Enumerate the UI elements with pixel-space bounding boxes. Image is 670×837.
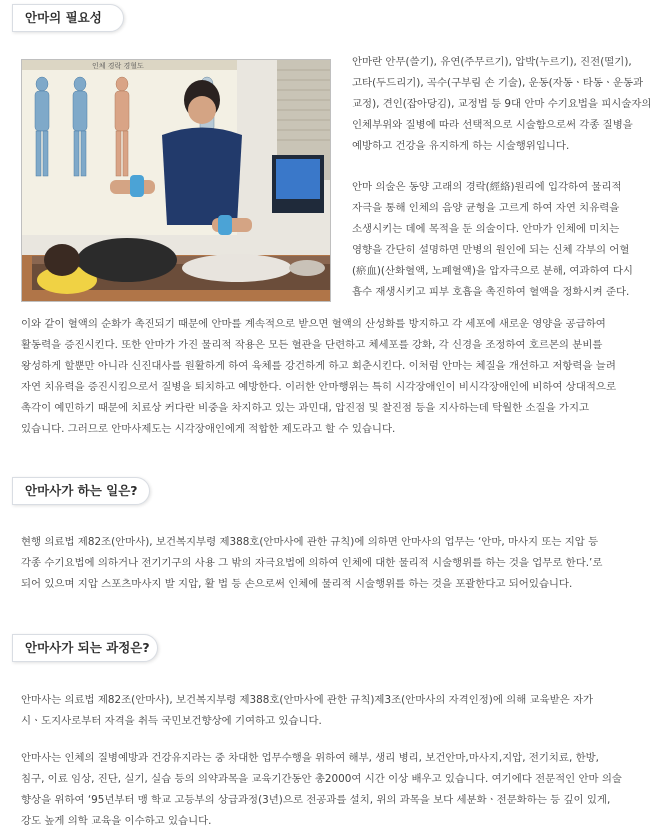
text-line: 자연 치유력을 증진시킴으로서 질병을 퇴치하고 예방한다. 이러한 안마행위는 특히 시각장애인이 비시각장애인에 비하여 상대적으로 <box>21 381 616 393</box>
text-line: (瘀血)(산화혈액, 노폐혈액)을 압자극으로 분해, 여과하여 다시 <box>352 265 633 277</box>
text-line: 예방하고 건강을 유지하게 하는 시술행위입니다. <box>352 140 570 152</box>
text-line: 교정), 견인(잡아당김), 교정법 등 9대 안마 수기요법을 피시술자의 <box>352 98 652 110</box>
text-line: 안마란 안무(쓸기), 유연(주무르기), 압박(누르기), 진전(떨기), <box>352 56 632 68</box>
text-line: 소생시키는 데에 목적을 둔 의술이다. 안마가 인체에 미치는 <box>352 223 620 235</box>
text-line: 고타(두드리기), 곡수(구부림 손 기술), 운동(자동ㆍ타동ㆍ운동과 <box>352 77 644 89</box>
text-line: 있습니다. 그러므로 안마사제도는 시각장애인에게 적합한 제도라고 할 수 있습니다. <box>21 423 396 435</box>
effects-paragraph <box>21 314 670 440</box>
text-line: 침구, 이료 임상, 진단, 실기, 실습 등의 의약과목을 교육기간동안 총2000여 시간 이상 배우고 있습니다. 여기에다 전문적인 안마 의술 <box>21 773 622 785</box>
poster-title: 인체 경락 경혈도 <box>92 62 144 70</box>
text-line: 향상을 위하여 ‘95년부터 맹 학교 고등부의 상급과정(3년)으로 전공과를 설치, 위의 과목을 보다 세분화ㆍ전문화하는 등 깊이 있게, <box>21 794 611 806</box>
text-line: 촉각이 예민하기 때문에 치료상 커다란 비중을 차지하고 있는 과민대, 압진점 및 찰진점 등을 지사하는데 탁월한 소질을 가지고 <box>21 402 590 414</box>
section-title-duties <box>12 477 150 505</box>
text-line: 자극을 통해 인체의 음양 균형을 고르게 하여 자연 치유력을 <box>352 202 620 214</box>
text-line: 이와 같이 혈액의 순화가 촉진되기 때문에 안마를 계속적으로 받으면 혈액의 산성화를 방지하고 각 세포에 새로운 영양을 공급하여 <box>21 318 606 330</box>
text-line: 되어 있으며 지압 스포츠마사지 발 지압, 활 법 등 손으로써 인체에 물리적 시술행위를 하는 것을 포괄한다고 되어있습니다. <box>21 578 573 590</box>
text-line: 안마사는 의료법 제82조(안마사), 보건복지부령 제388호(안마사에 관한 규칙)제3조(안마사의 자격인정)에 의해 교육받은 자가 <box>21 694 594 706</box>
text-line: 활동력을 증진시킨다. 또한 안마가 가진 물리적 작용은 모든 혈관을 단련하고 체세포를 강화, 각 신경을 조정하여 호르몬의 분비를 <box>21 339 603 351</box>
text-line: 흡수 재생시키고 피부 호흡을 촉진하여 혈액을 정화시켜 준다. <box>352 286 630 298</box>
section-title-label: 안마사가 되는 과정은? <box>25 640 150 655</box>
text-line: 인체부위와 질병에 따라 선택적으로 시술함으로써 각종 질병을 <box>352 119 633 131</box>
text-line: 안마사는 인체의 질병예방과 건강유지라는 중 차대한 업무수행을 위하여 해부, 생리 병리, 보건안마,마사지,지압, 전기치료, 한방, <box>21 752 599 764</box>
process-paragraph-1 <box>21 690 670 732</box>
text-line: 강도 높게 의학 교육을 이수하고 있습니다. <box>21 815 212 827</box>
text-line: 영향을 간단히 설명하면 만병의 원인에 되는 신체 각부의 어혈 <box>352 244 630 256</box>
text-line: 왕성하게 할뿐만 아니라 신진대사를 원활하게 하여 육체를 강건하게 하고 회춘시킨다. 이처럼 안마는 체질을 개선하고 저항력을 늘려 <box>21 360 616 372</box>
intro-paragraph-1 <box>352 52 670 157</box>
intro-paragraph-2 <box>352 177 670 303</box>
process-paragraph-2 <box>21 748 670 832</box>
section-title-label: 안마사가 하는 일은? <box>25 483 138 498</box>
section-title-process <box>12 634 158 662</box>
text-line: 안마 의술은 동양 고래의 경락(經絡)원리에 입각하여 물리적 <box>352 181 622 193</box>
text-line: 각종 수기요법에 의하거나 전기기구의 사용 그 밖의 자극요법에 의하여 인체에 대한 물리적 시술행위를 하는 것을 업무로 한다.’로 <box>21 557 603 569</box>
section-title-necessity <box>12 4 124 32</box>
section-title-label: 안마의 필요성 <box>25 10 102 25</box>
duties-paragraph <box>21 532 670 595</box>
massage-photo <box>21 59 331 302</box>
text-line: 현행 의료법 제82조(안마사), 보건복지부령 제388호(안마사에 관한 규칙)에 의하면 안마사의 업무는 ‘안마, 마사지 또는 지압 등 <box>21 536 599 548</box>
text-line: 시ㆍ도지사로부터 자격을 취득 국민보건향상에 기여하고 있습니다. <box>21 715 322 727</box>
